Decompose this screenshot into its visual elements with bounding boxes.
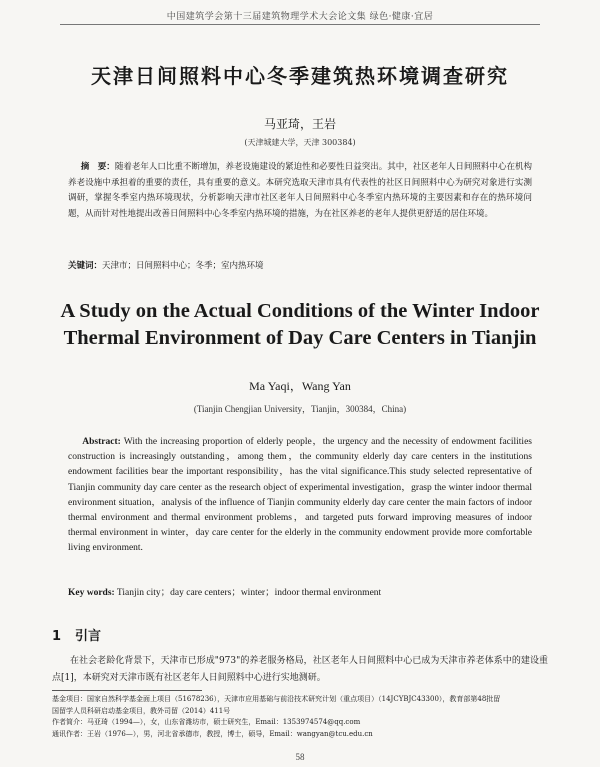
page-number: 58: [295, 752, 305, 762]
english-keywords: [68, 584, 532, 598]
english-title-line-2: Thermal Environment of Day Care Centers in Tianjin: [63, 327, 537, 349]
footnote-author-bio: 作者简介：马亚琦（1994—），女，山东省潍坊市，硕士研究生，Email：1353974574@qq.com: [52, 718, 361, 726]
chinese-title: 天津日间照料中心冬季建筑热环境调查研究: [91, 64, 509, 88]
footnote-funding-cont: 国留学人员科研启动基金项目，教外司留（2014）411号: [52, 706, 231, 715]
english-abstract: [68, 435, 532, 557]
chinese-abstract-label: 摘 要：: [80, 162, 115, 172]
chinese-keywords: [68, 259, 532, 271]
english-keywords-text: Tianjin city；day care centers；winter；indoor thermal environment: [116, 588, 382, 598]
chinese-keywords-text: 天津市；日间照料中心；冬季；室内热环境: [102, 261, 264, 271]
chinese-keywords-label: 关键词：: [68, 261, 103, 271]
section-heading: [52, 625, 101, 644]
introduction-paragraph: 在社会老龄化背景下，天津市已形成"973"的养老服务格局，社区老年人日间照料中心已成为天津市养老体系中的建设重点[1]，本研究对天津市既有社区老年人日间照料中心进行实地测研。: [52, 656, 548, 683]
header-rule: [60, 24, 540, 25]
section-number: 1: [52, 629, 62, 644]
section-title: 引言: [75, 629, 102, 644]
footnote-funding: 基金项目：国家自然科学基金面上项目（51678236），天津市应用基础与前沿技术研究计划（重点项目）（14JCYBJC43300），教育部第48批留: [52, 695, 501, 703]
running-head: 中国建筑学会第十三届建筑物理学术大会论文集 绿色·健康·宜居: [166, 12, 434, 22]
english-title-line-1: A Study on the Actual Conditions of the Winter Indoor: [60, 300, 540, 322]
footnote-corresponding: 通讯作者：王岩（1976—），男，河北省承德市，教授，博士，硕导，Email：wangyan@tcu.edu.cn: [52, 729, 373, 738]
english-authors: Ma Yaqi，Wang Yan: [249, 379, 351, 393]
chinese-abstract-text: 随着老年人口比重不断增加，养老设施建设的紧迫性和必要性日益突出。其中，社区老年人日间照料中心在机构养老设施中承担着的重要的责任，具有重要的意义。本研究选取天津市具有代表性的社区日间照料中心为研究对象进行实测调研，掌握冬季室内热环境现状，分析影响天津市社区老年人日间照料中心冬季室内热环境的主要因素和存在的热环境问题，从而针对性地提出改善日间照料中心冬季室内热环境的措施，为在社区养老的老年人提供更舒适的居住环境。: [68, 162, 532, 219]
english-title: [0, 298, 600, 352]
english-affiliation: (Tianjin Chengjian University，Tianjin，300384，China): [193, 404, 407, 414]
english-keywords-label: Key words:: [68, 588, 115, 598]
english-abstract-label: Abstract:: [82, 437, 121, 447]
chinese-affiliation: (天津城建大学，天津 300384): [244, 138, 356, 147]
footnotes: [52, 694, 548, 740]
footnote-rule: [52, 690, 202, 691]
english-abstract-text: With the increasing proportion of elderly people，the urgency and the necessity of endowment facilities construction is increasingly outstanding，among them，the community elderly day care centers in the institutions endowment facilities bear the important responsibility，has the vital significance.This study selected representative of Tianjin community day care center as the research object of experimental investigation，grasp the winter indoor thermal environment situation，analysis of the influence of Tianjin community elderly day care center the main factors of indoor thermal environment and thermal environment problems，and targeted puts forward improving measures of indoor thermal environment in winter，day care center for the elderly in the community endowment provide more comfortable living environment.: [68, 437, 532, 554]
chinese-authors: 马亚琦，王岩: [263, 117, 336, 131]
chinese-abstract: [68, 160, 532, 222]
